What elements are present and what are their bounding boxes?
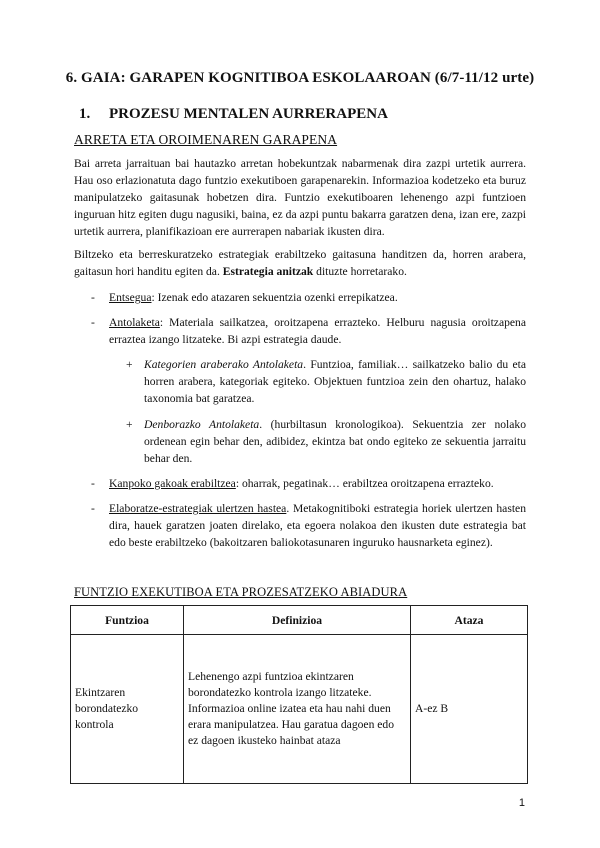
sub-bullet-text [144,416,526,467]
table-cell-ataza: A-ez B [411,635,528,784]
bullet-body: : Materiala sailkatzea, oroitzapena errazteko. Helburu nagusia oroitzapena erraztea izango litzateke. Bi azpi estrategia daude. [109,316,526,346]
plus-bullet-icon: + [126,418,133,431]
bullet-text [109,475,526,492]
dash-bullet-icon: - [91,477,95,490]
bullet-body: : oharrak, pegatinak… erabiltzea oroitzapena errazteko. [235,477,494,490]
bullet-text [109,500,526,551]
sub-bullet-term: Kategorien araberako Antolaketa [144,358,304,371]
bullet-term: Entsegua [109,291,152,304]
document-title: 6. GAIA: GARAPEN KOGNITIBOA ESKOLAAROAN (6/7-11/12 urte) [65,70,535,86]
subsection-heading-executive-function: FUNTZIO EXEKUTIBOA ETA PROZESATZEKO ABIADURA [74,585,408,599]
paragraph-2-bold: Estrategia anitzak [222,265,314,278]
plus-bullet-icon: + [126,358,133,371]
sub-bullet-text [144,356,526,407]
bullet-body: . Metakognitiboki estrategia horiek ulertzen hasten dira, hauek garatzen joaten direlako, eta egoera nolakoa den ikusten dute estrategia bat edo beste erabiltzeko (bakoitzaren baliokotasunaren inguruko hausnarketa eginez). [109,502,526,549]
executive-function-table [70,605,528,784]
table-cell-definizioa: Lehenengo azpi funtzioa ekintzaren borondatezko kontrola izango litzateke. Informazioa online izatea eta hau nahi duen erara manipulatzea. Hau garatua dagoen edo ez dagoen ikusteko hainbat ataza [184,635,411,784]
bullet-term: Kanpoko gakoak erabiltzea [109,477,236,490]
dash-bullet-icon: - [91,316,95,329]
table-cell-funtzioa: Ekintzaren borondatezko kontrola [71,635,184,784]
sub-bullet-body: . Funtzioa, familiak… sailkatzeko balio du eta horren arabera, kategoriak egiteko. Objektuen funtzioa zein den ohartuz, halako taxonomia bat garatzea. [144,358,526,405]
sub-bullet-body: . (hurbiltasun kronologikoa). Sekuentzia zer nolako ordenean egin behar den, adibidez, ekintza bat ondo egiteko ze sekuentia jarraitu behar den. [144,418,526,465]
paragraph-1: Bai arreta jarraituan bai hautazko arretan hobekuntzak nabarmenak dira zazpi urtetik aurrera. Hau oso erlazionatuta dago funtzio exekutiboen garapenarekin. Informazioa kodetzeko eta buruz manipulatzeko gaitasunak hobetzen dira. Funtzio exekutiboaren lehenengo azpi funtzioen inguruan hitz egiten dugu nagusiki, baina, ez da azpi puntu bakarra garatzen dena, izan ere, zazpi urtetik aurrera, planifikazioan ere aurrerapen nabariak ikusten dira. [74,157,526,238]
table-header-row [71,606,528,635]
paragraph-2-text: Biltzeko eta berreskuratzeko estrategiak erabiltzeko gaitasuna handitzen da, horren arabera, gaitasun hori handitu egiten da. [74,248,526,278]
dash-bullet-icon: - [91,291,95,304]
bullet-text [109,314,526,348]
table-header-ataza: Ataza [411,606,528,635]
paragraph-2-after: dituzte horretarako. [313,265,407,278]
paragraph-2 [74,246,526,280]
bullet-term: Antolaketa [109,316,160,329]
subsection-heading-attention-memory: ARRETA ETA OROIMENAREN GARAPENA [74,132,338,147]
table-header-definizioa: Definizioa [184,606,411,635]
bullet-term: Elaboratze-estrategiak ulertzen hastea [109,502,287,515]
section-title: PROZESU MENTALEN AURRERAPENA [109,106,388,122]
dash-bullet-icon: - [91,502,95,515]
bullet-text [109,289,526,306]
table-header-funtzioa: Funtzioa [71,606,184,635]
section-heading [79,106,388,123]
section-number: 1. [79,106,91,122]
table-row [71,635,528,784]
page-number: 1 [518,797,525,809]
sub-bullet-term: Denborazko Antolaketa [144,418,260,431]
bullet-body: : Izenak edo atazaren sekuentzia ozenki errepikatzea. [151,291,398,304]
